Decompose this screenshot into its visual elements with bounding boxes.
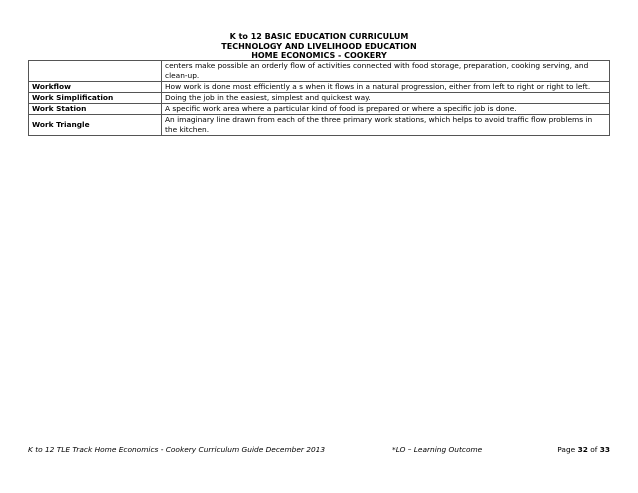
glossary-term-cell: Workflow [29, 82, 162, 93]
footer-guide-title: K to 12 TLE Track Home Economics - Cookery Curriculum Guide December 2013 [28, 445, 326, 454]
page-of-label: of [590, 445, 598, 454]
glossary-definition-cell: Doing the job in the easiest, simplest and quickest way. [162, 93, 610, 104]
page-label: Page [557, 445, 576, 454]
footer-lo-note: *LO – Learning Outcome [392, 445, 483, 454]
table-row [29, 82, 610, 93]
table-row [29, 93, 610, 104]
table-row [29, 61, 610, 82]
glossary-definition-cell: A specific work area where a particular kind of food is prepared or where a specific job is done. [162, 104, 610, 115]
footer-page-indicator [557, 445, 610, 455]
header-specialization-title: HOME ECONOMICS - COOKERY [251, 51, 387, 61]
glossary-term-cell [29, 61, 162, 82]
table-row [29, 115, 610, 136]
page-number: 32 [577, 445, 588, 454]
page-total: 33 [599, 445, 610, 454]
table-row [29, 104, 610, 115]
header-curriculum-title: K to 12 BASIC EDUCATION CURRICULUM [229, 32, 409, 41]
glossary-term-cell: Work Simplification [29, 93, 162, 104]
glossary-term-cell: Work Triangle [29, 115, 162, 136]
document-header [0, 32, 638, 61]
glossary-definition-cell: How work is done most efficiently a s when it flows in a natural progression, either from left to right or right to left. [162, 82, 610, 93]
header-subject-title: TECHNOLOGY AND LIVELIHOOD EDUCATION [221, 41, 417, 51]
glossary-term-cell: Work Station [29, 104, 162, 115]
glossary-definition-cell: An imaginary line drawn from each of the three primary work stations, which helps to avoid traffic flow problems in the kitchen. [162, 115, 610, 136]
glossary-definition-cell: centers make possible an orderly flow of activities connected with food storage, preparation, cooking serving, and clean-up. [162, 61, 610, 82]
glossary-table [28, 60, 610, 136]
